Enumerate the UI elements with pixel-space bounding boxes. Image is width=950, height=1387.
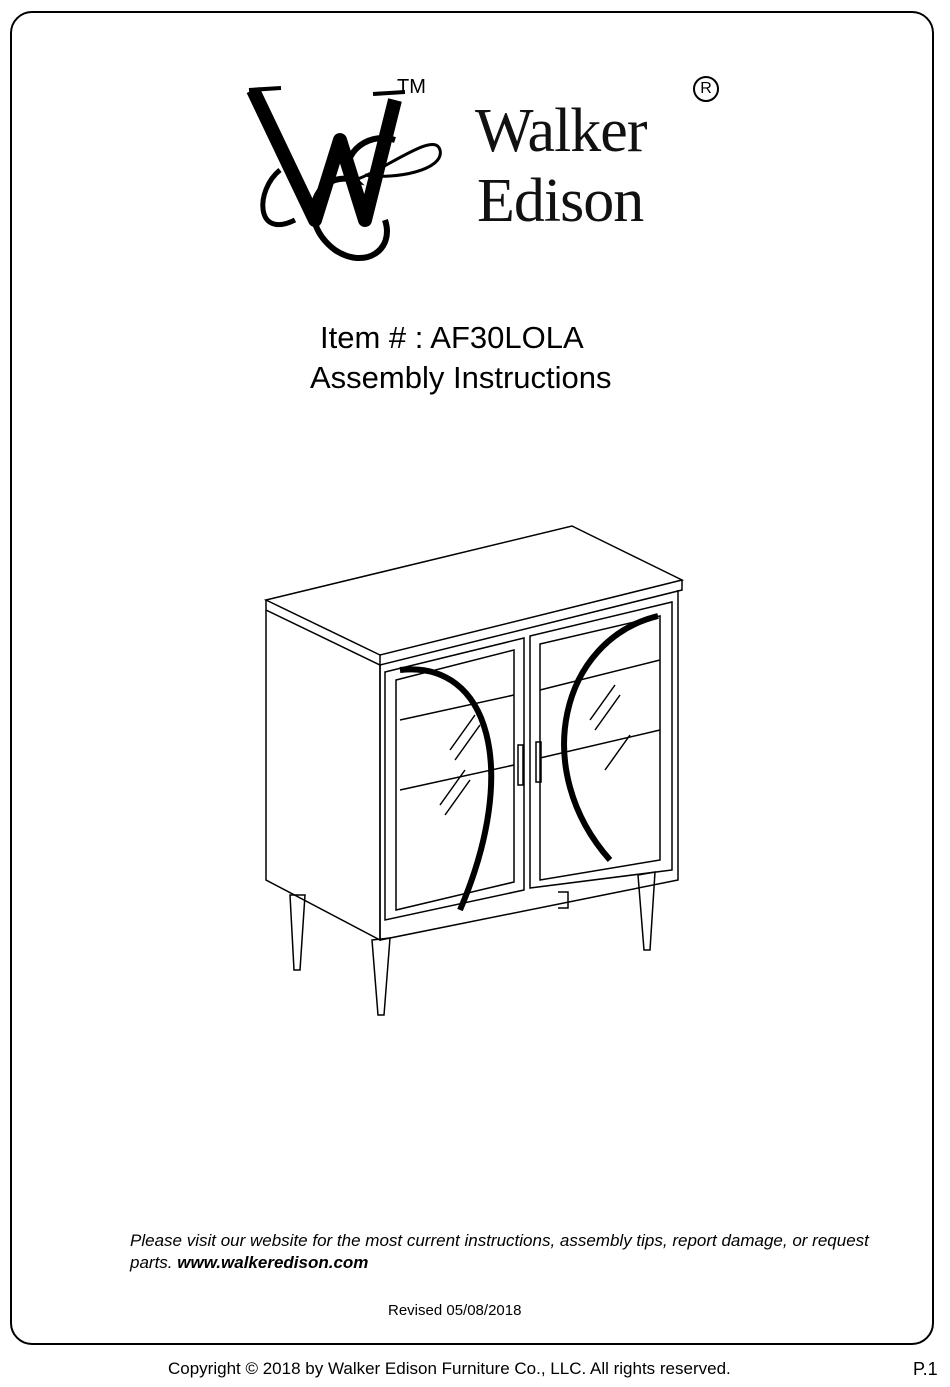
brand-name-walker: Walker (475, 97, 647, 165)
item-number: Item # : AF30LOLA (320, 320, 584, 355)
registered-mark: R (693, 76, 719, 102)
walker-edison-logo (245, 70, 745, 280)
document-title: Assembly Instructions (310, 360, 612, 395)
page-number: P.1 (913, 1359, 938, 1379)
website-note-text: Please visit our website for the most current instructions, assembly tips, report damage, or request parts. (130, 1231, 869, 1272)
revised-date: Revised 05/08/2018 (388, 1302, 522, 1319)
trademark-mark: TM (397, 76, 426, 98)
website-url-link[interactable]: www.walkeredison.com (177, 1253, 369, 1272)
copyright-notice: Copyright © 2018 by Walker Edison Furniture Co., LLC. All rights reserved. (168, 1359, 731, 1378)
cabinet-illustration (260, 520, 690, 1020)
brand-name-edison: Edison (477, 167, 644, 235)
we-monogram-icon (245, 70, 475, 280)
website-note (130, 1230, 890, 1274)
